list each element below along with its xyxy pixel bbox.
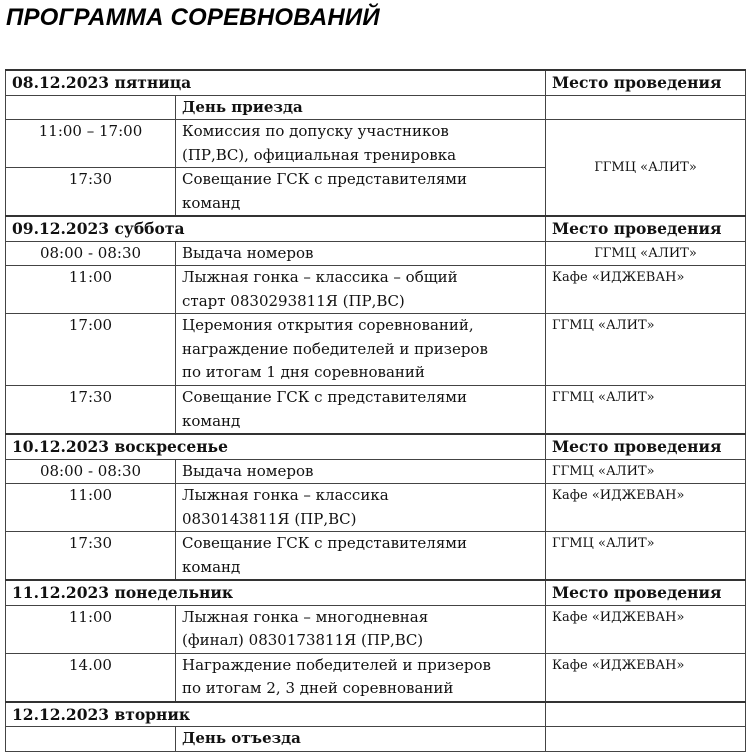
event-line: Выдача номеров xyxy=(182,461,314,480)
event-description xyxy=(176,484,546,532)
page-title: ПРОГРАММА СОРЕВНОВАНИЙ xyxy=(6,4,380,31)
day-header-row xyxy=(6,216,746,241)
empty-cell xyxy=(546,702,746,727)
day-note-row xyxy=(6,727,746,752)
empty-cell xyxy=(6,727,176,752)
event-description xyxy=(176,386,546,435)
event-venue: ГГМЦ «АЛИТ» xyxy=(546,459,746,484)
day-date: 10.12.2023 воскресенье xyxy=(6,434,546,459)
day-header-row xyxy=(6,580,746,605)
event-time: 11:00 xyxy=(6,484,176,532)
day-date: 12.12.2023 вторник xyxy=(6,702,546,727)
event-venue: Кафе «ИДЖЕВАН» xyxy=(546,653,746,702)
event-line: Лыжная гонка – классика – общий xyxy=(182,268,458,286)
event-line: Комиссия по допуску участников xyxy=(182,122,449,140)
event-line: Лыжная гонка – классика xyxy=(182,486,389,504)
day-date: 09.12.2023 суббота xyxy=(6,216,546,241)
venue-header: Место проведения xyxy=(546,70,746,95)
day-header-row xyxy=(6,702,746,727)
event-line: Награждение победителей и призеров xyxy=(182,655,491,674)
event-row xyxy=(6,266,746,314)
event-time: 11:00 – 17:00 xyxy=(6,120,176,168)
empty-cell xyxy=(546,727,746,752)
event-row xyxy=(6,532,746,581)
event-time: 17:00 xyxy=(6,314,176,386)
event-venue: ГГМЦ «АЛИТ» xyxy=(546,532,746,581)
event-row xyxy=(6,484,746,532)
event-time: 17:30 xyxy=(6,168,176,217)
event-line: награждение победителей и призеров xyxy=(182,339,488,358)
event-venue: ГГМЦ «АЛИТ» xyxy=(546,120,746,217)
empty-cell xyxy=(6,95,176,120)
event-description xyxy=(176,241,546,266)
empty-cell xyxy=(546,95,746,120)
event-line: Совещание ГСК с представителями xyxy=(182,170,467,188)
event-row xyxy=(6,459,746,484)
day-note: День приезда xyxy=(176,95,546,120)
event-time: 08:00 - 08:30 xyxy=(6,241,176,266)
event-venue: Кафе «ИДЖЕВАН» xyxy=(546,605,746,653)
event-description xyxy=(176,266,546,314)
venue-header: Место проведения xyxy=(546,580,746,605)
event-line: Церемония открытия соревнований, xyxy=(182,316,474,334)
event-time: 08:00 - 08:30 xyxy=(6,459,176,484)
event-line: старт 0830293811Я (ПР,ВС) xyxy=(182,291,405,310)
event-description xyxy=(176,168,546,217)
event-line: (финал) 0830173811Я (ПР,ВС) xyxy=(182,631,424,649)
event-venue: Кафе «ИДЖЕВАН» xyxy=(546,266,746,314)
venue-header: Место проведения xyxy=(546,434,746,459)
event-venue: ГГМЦ «АЛИТ» xyxy=(546,386,746,435)
event-line: Лыжная гонка – многодневная xyxy=(182,607,429,626)
event-line: Совещание ГСК с представителями xyxy=(182,388,467,406)
event-venue: ГГМЦ «АЛИТ» xyxy=(546,314,746,386)
event-line: команд xyxy=(182,411,241,430)
event-line: (ПР,ВС), официальная тренировка xyxy=(182,145,457,164)
event-description xyxy=(176,532,546,581)
day-note-row xyxy=(6,95,746,120)
event-line: команд xyxy=(182,193,241,212)
event-line: по итогам 1 дня соревнований xyxy=(182,363,425,381)
event-line: Совещание ГСК с представителями xyxy=(182,534,467,552)
event-time: 17:30 xyxy=(6,386,176,435)
event-time: 11:00 xyxy=(6,605,176,653)
event-description xyxy=(176,314,546,386)
event-line: Выдача номеров xyxy=(182,243,314,262)
event-row xyxy=(6,653,746,702)
event-description xyxy=(176,605,546,653)
day-date: 08.12.2023 пятница xyxy=(6,70,546,95)
day-header-row xyxy=(6,434,746,459)
event-line: 0830143811Я (ПР,ВС) xyxy=(182,509,357,528)
event-description xyxy=(176,653,546,702)
schedule-table xyxy=(5,69,746,752)
day-header-row xyxy=(6,70,746,95)
event-row xyxy=(6,605,746,653)
day-date: 11.12.2023 понедельник xyxy=(6,580,546,605)
event-venue: Кафе «ИДЖЕВАН» xyxy=(546,484,746,532)
event-row xyxy=(6,241,746,266)
event-line: по итогам 2, 3 дней соревнований xyxy=(182,679,454,697)
event-row xyxy=(6,386,746,435)
venue-header: Место проведения xyxy=(546,216,746,241)
event-row xyxy=(6,120,746,168)
event-line: команд xyxy=(182,557,241,576)
event-time: 11:00 xyxy=(6,266,176,314)
event-description xyxy=(176,120,546,168)
event-row xyxy=(6,314,746,386)
event-description xyxy=(176,459,546,484)
event-venue: ГГМЦ «АЛИТ» xyxy=(546,241,746,266)
event-time: 17:30 xyxy=(6,532,176,581)
day-note: День отъезда xyxy=(176,727,546,752)
event-time: 14.00 xyxy=(6,653,176,702)
